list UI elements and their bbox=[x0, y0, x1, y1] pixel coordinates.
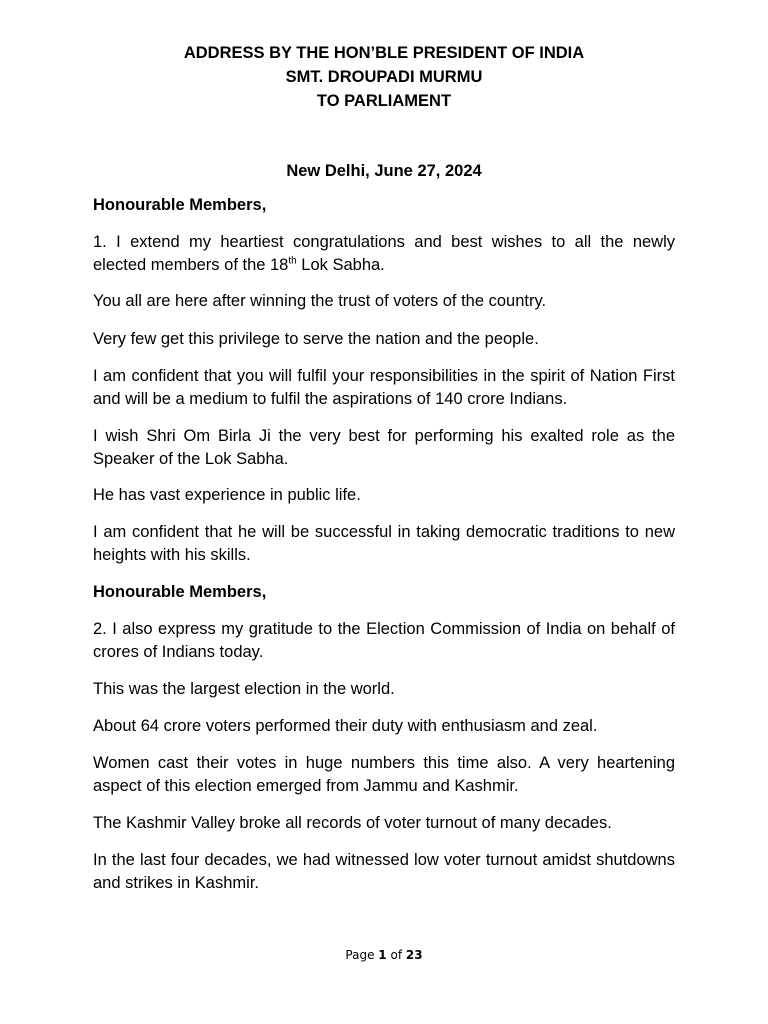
paragraph-8: 2. I also express my gratitude to the Election Commission of India on behalf of crores of Indians today. bbox=[93, 620, 675, 661]
paragraph-2: You all are here after winning the trust of voters of the country. bbox=[93, 292, 547, 310]
page-number bbox=[0, 946, 768, 964]
paragraph-6: He has vast experience in public life. bbox=[93, 486, 361, 504]
salutation-2: Honourable Members, bbox=[93, 583, 267, 601]
paragraph-7: I am confident that he will be successful in taking democratic traditions to new heights with his skills. bbox=[93, 523, 675, 564]
title-line-3: TO PARLIAMENT bbox=[316, 92, 452, 110]
page-word: Page bbox=[345, 948, 375, 962]
paragraph-11: Women cast their votes in huge numbers this time also. A very heartening aspect of this election emerged from Jammu and Kashmir. bbox=[93, 754, 675, 795]
paragraph-1 bbox=[93, 231, 675, 277]
title-line-2: SMT. DROUPADI MURMU bbox=[285, 68, 483, 86]
paragraph-1-text: 1. I extend my heartiest congratulations and best wishes to all the newly elected members of the 18 bbox=[93, 233, 675, 274]
paragraph-9: This was the largest election in the world. bbox=[93, 680, 395, 698]
paragraph-3: Very few get this privilege to serve the nation and the people. bbox=[93, 330, 539, 348]
dateline: New Delhi, June 27, 2024 bbox=[286, 162, 482, 180]
paragraph-10: About 64 crore voters performed their duty with enthusiasm and zeal. bbox=[93, 717, 598, 735]
paragraph-5: I wish Shri Om Birla Ji the very best for performing his exalted role as the Speaker of the Lok Sabha. bbox=[93, 427, 675, 468]
of-word: of bbox=[390, 948, 403, 962]
paragraph-12: The Kashmir Valley broke all records of voter turnout of many decades. bbox=[93, 814, 612, 832]
paragraph-13: In the last four decades, we had witnessed low voter turnout amidst shutdowns and strikes in Kashmir. bbox=[93, 851, 675, 892]
paragraph-1-tail: Lok Sabha. bbox=[296, 256, 385, 274]
total-pages: 23 bbox=[405, 948, 423, 962]
salutation: Honourable Members, bbox=[93, 196, 267, 214]
paragraph-4: I am confident that you will fulfil your responsibilities in the spirit of Nation First and will be a medium to fulfil the aspirations of 140 crore Indians. bbox=[93, 367, 675, 408]
title-line-1: ADDRESS BY THE HON’BLE PRESIDENT OF INDIA bbox=[183, 44, 585, 62]
ordinal-suffix: th bbox=[288, 255, 297, 267]
current-page: 1 bbox=[378, 948, 387, 962]
